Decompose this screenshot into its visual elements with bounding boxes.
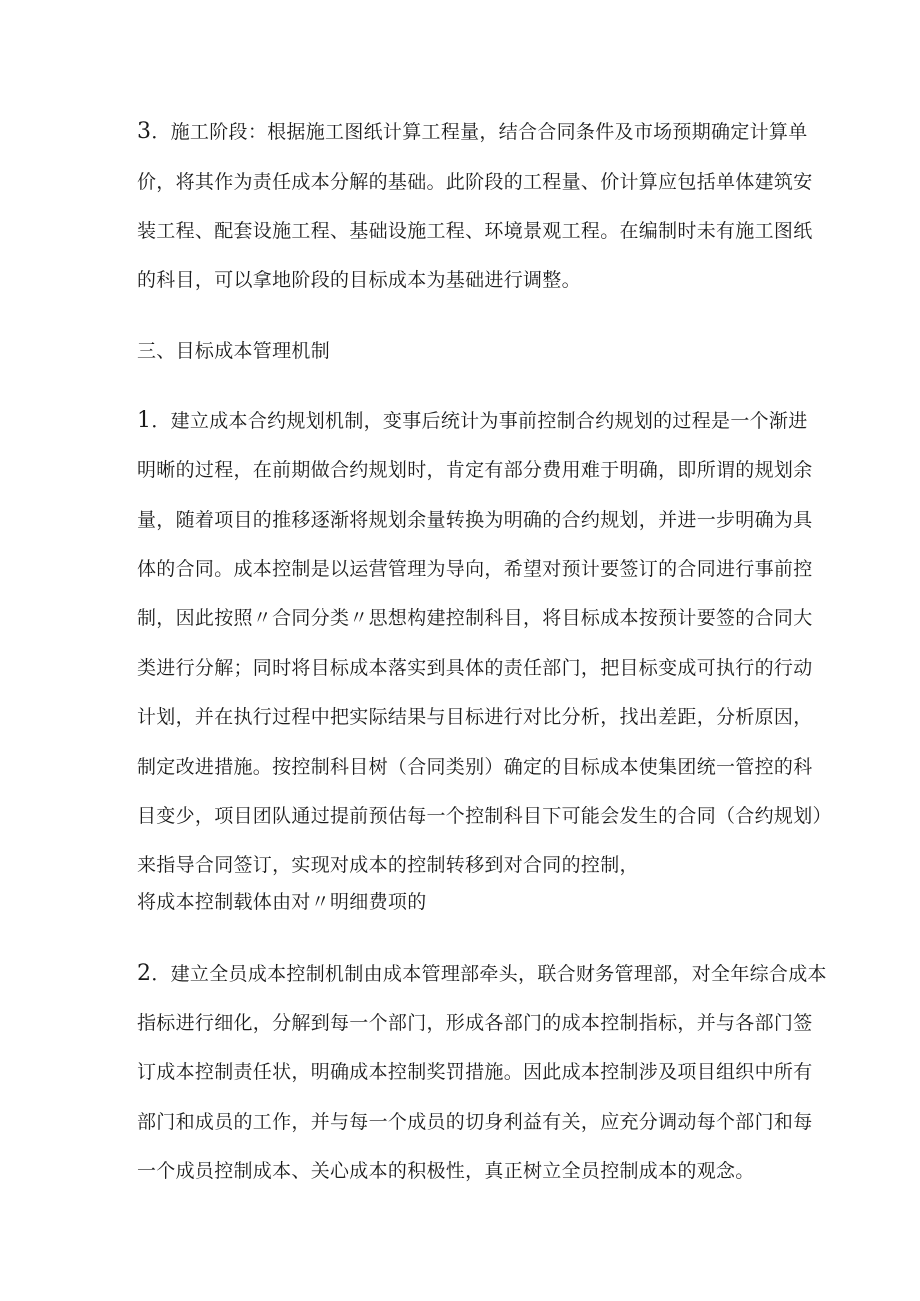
item-number: 1 [137,408,152,433]
paragraph-item2-line-4: 部门和成员的工作，并与每一个成员的切身利益有关，应充分调动每个部门和每 [137,1111,813,1133]
paragraph-item1-line-9: 目变少，项目团队通过提前预估每一个控制科目下可能会发生的合同（合约规划） [137,805,832,827]
item-number: 2 [137,961,152,986]
paragraph-stage3-line-1: 3．施工阶段：根据施工图纸计算工程量，结合合同条件及市场预期确定计算单 [137,119,808,144]
paragraph-item1-line-8: 制定改进措施。按控制科目树（合同类别）确定的目标成本使集团统一管控的科 [137,756,813,778]
paragraph-item1-line-11: 将成本控制载体由对〃明细费项的 [137,891,427,913]
paragraph-item1-line-4: 体的合同。成本控制是以运营管理为导向，希望对预计要签订的合同进行事前控 [137,558,813,580]
paragraph-item1-line-10: 来指导合同签订，实现对成本的控制转移到对合同的控制， [137,854,639,876]
paragraph-item1-line-2: 明晰的过程，在前期做合约规划时，肯定有部分费用难于明确，即所谓的规划余 [137,459,813,481]
paragraph-item2-line-5: 一个成员控制成本、关心成本的积极性，真正树立全员控制成本的观念。 [137,1160,755,1182]
paragraph-item2-line-3: 订成本控制责任状，明确成本控制奖罚措施。因此成本控制涉及项目组织中所有 [137,1061,813,1083]
paragraph-stage3-line-4: 的科目，可以拿地阶段的目标成本为基础进行调整。 [137,269,581,291]
paragraph-stage3-line-3: 装工程、配套设施工程、基础设施工程、环境景观工程。在编制时未有施工图纸 [137,220,813,242]
section-heading: 三、目标成本管理机制 [137,340,331,362]
paragraph-item2-line-1: 2．建立全员成本控制机制由成本管理部牵头，联合财务管理部，对全年综合成本 [137,961,827,986]
paragraph-item1-line-7: 计划，并在执行过程中把实际结果与目标进行对比分析，找出差距，分析原因， [137,706,813,728]
paragraph-item1-line-1: 1．建立成本合约规划机制，变事后统计为事前控制合约规划的过程是一个渐进 [137,408,808,433]
paragraph-item1-line-3: 量，随着项目的推移逐渐将规划余量转换为明确的合约规划，并进一步明确为具 [137,509,813,531]
item-number: 3 [137,119,152,144]
paragraph-item2-line-2: 指标进行细化，分解到每一个部门，形成各部门的成本控制指标，并与各部门签 [137,1012,813,1034]
paragraph-item1-line-5: 制，因此按照〃合同分类〃思想构建控制科目，将目标成本按预计要签的合同大 [137,607,813,629]
paragraph-item1-line-6: 类进行分解；同时将目标成本落实到具体的责任部门，把目标变成可执行的行动 [137,657,813,679]
paragraph-stage3-line-2: 价，将其作为责任成本分解的基础。此阶段的工程量、价计算应包括单体建筑安 [137,171,813,193]
